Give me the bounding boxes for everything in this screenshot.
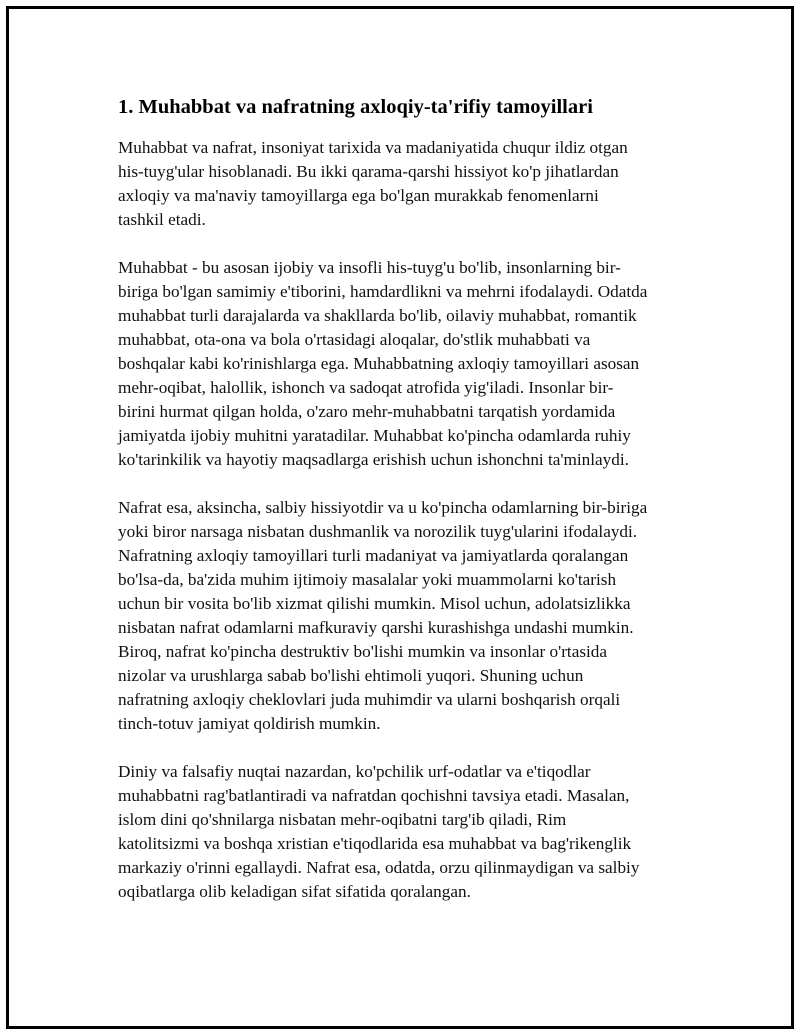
paragraph-hate: Nafrat esa, aksincha, salbiy hissiyotdir va u ko'pincha odamlarning bir-biriga yoki biror narsaga nisbatan dushmanlik va norozilik tuyg'ularini ifodalaydi. Nafratning axloqiy tamoyillari turli madaniyat va jamiyatlarda qoralangan bo'lsa-da, ba'zida muhim ijtimoiy masalalar yoki muammolarni ko'tarish uchun bir vosita bo'lib xizmat qilishi mumkin. Misol uchun, adolatsizlikka nisbatan nafrat odamlarni mafkuraviy qarshi kurashishga undashi mumkin. Biroq, nafrat ko'pincha destruktiv bo'lishi mumkin va insonlar o'rtasida nizolar va urushlarga sabab bo'lishi ehtimoli yuqori. Shuning uchun nafratning axloqiy cheklovlari juda muhimdir va ularni boshqarish orqali tinch-totuv jamiyat qoldirish mumkin. (118, 498, 648, 733)
paragraph-intro: Muhabbat va nafrat, insoniyat tarixida va madaniyatida chuqur ildiz otgan his-tuyg'ular hisoblanadi. Bu ikki qarama-qarshi hissiyot ko'p jihatlardan axloqiy va ma'naviy tamoyillarga ega bo'lgan murakkab fenomenlarni tashkil etadi. (118, 138, 628, 229)
section-heading: 1. Muhabbat va nafratning axloqiy-ta'rifiy tamoyillari (118, 96, 593, 118)
paragraph-religion: Diniy va falsafiy nuqtai nazardan, ko'pchilik urf-odatlar va e'tiqodlar muhabbatni rag'batlantiradi va nafratdan qochishni tavsiya etadi. Masalan, islom dini qo'shnilarga nisbatan mehr-oqibatni targ'ib qiladi, Rim katolitsizmi va boshqa xristian e'tiqodlarida esa muhabbat va bag'rikenglik markaziy o'rinni egallaydi. Nafrat esa, odatda, orzu qilinmaydigan va salbiy oqibatlarga olib keladigan sifat sifatida qoralangan. (118, 762, 640, 901)
document-body (118, 94, 688, 928)
paragraph-love: Muhabbat - bu asosan ijobiy va insofli his-tuyg'u bo'lib, insonlarning bir- biriga bo'lgan samimiy e'tiborini, hamdardlikni va mehrni ifodalaydi. Odatda muhabbat turli darajalarda va shakllarda bo'lib, oilaviy muhabbat, romantik muhabbat, ota-ona va bola o'rtasidagi aloqalar, do'stlik muhabbati va boshqalar kabi ko'rinishlarga ega. Muhabbatning axloqiy tamoyillari asosan mehr-oqibat, halollik, ishonch va sadoqat atrofida yig'iladi. Insonlar bir- birini hurmat qilgan holda, o'zaro mehr-muhabbatni tarqatish yordamida jamiyatda ijobiy muhitni yaratadilar. Muhabbat ko'pincha odamlarda ruhiy ko'tarinkilik va hayotiy maqsadlarga erishish uchun ishonchni ta'minlaydi. (118, 258, 648, 469)
